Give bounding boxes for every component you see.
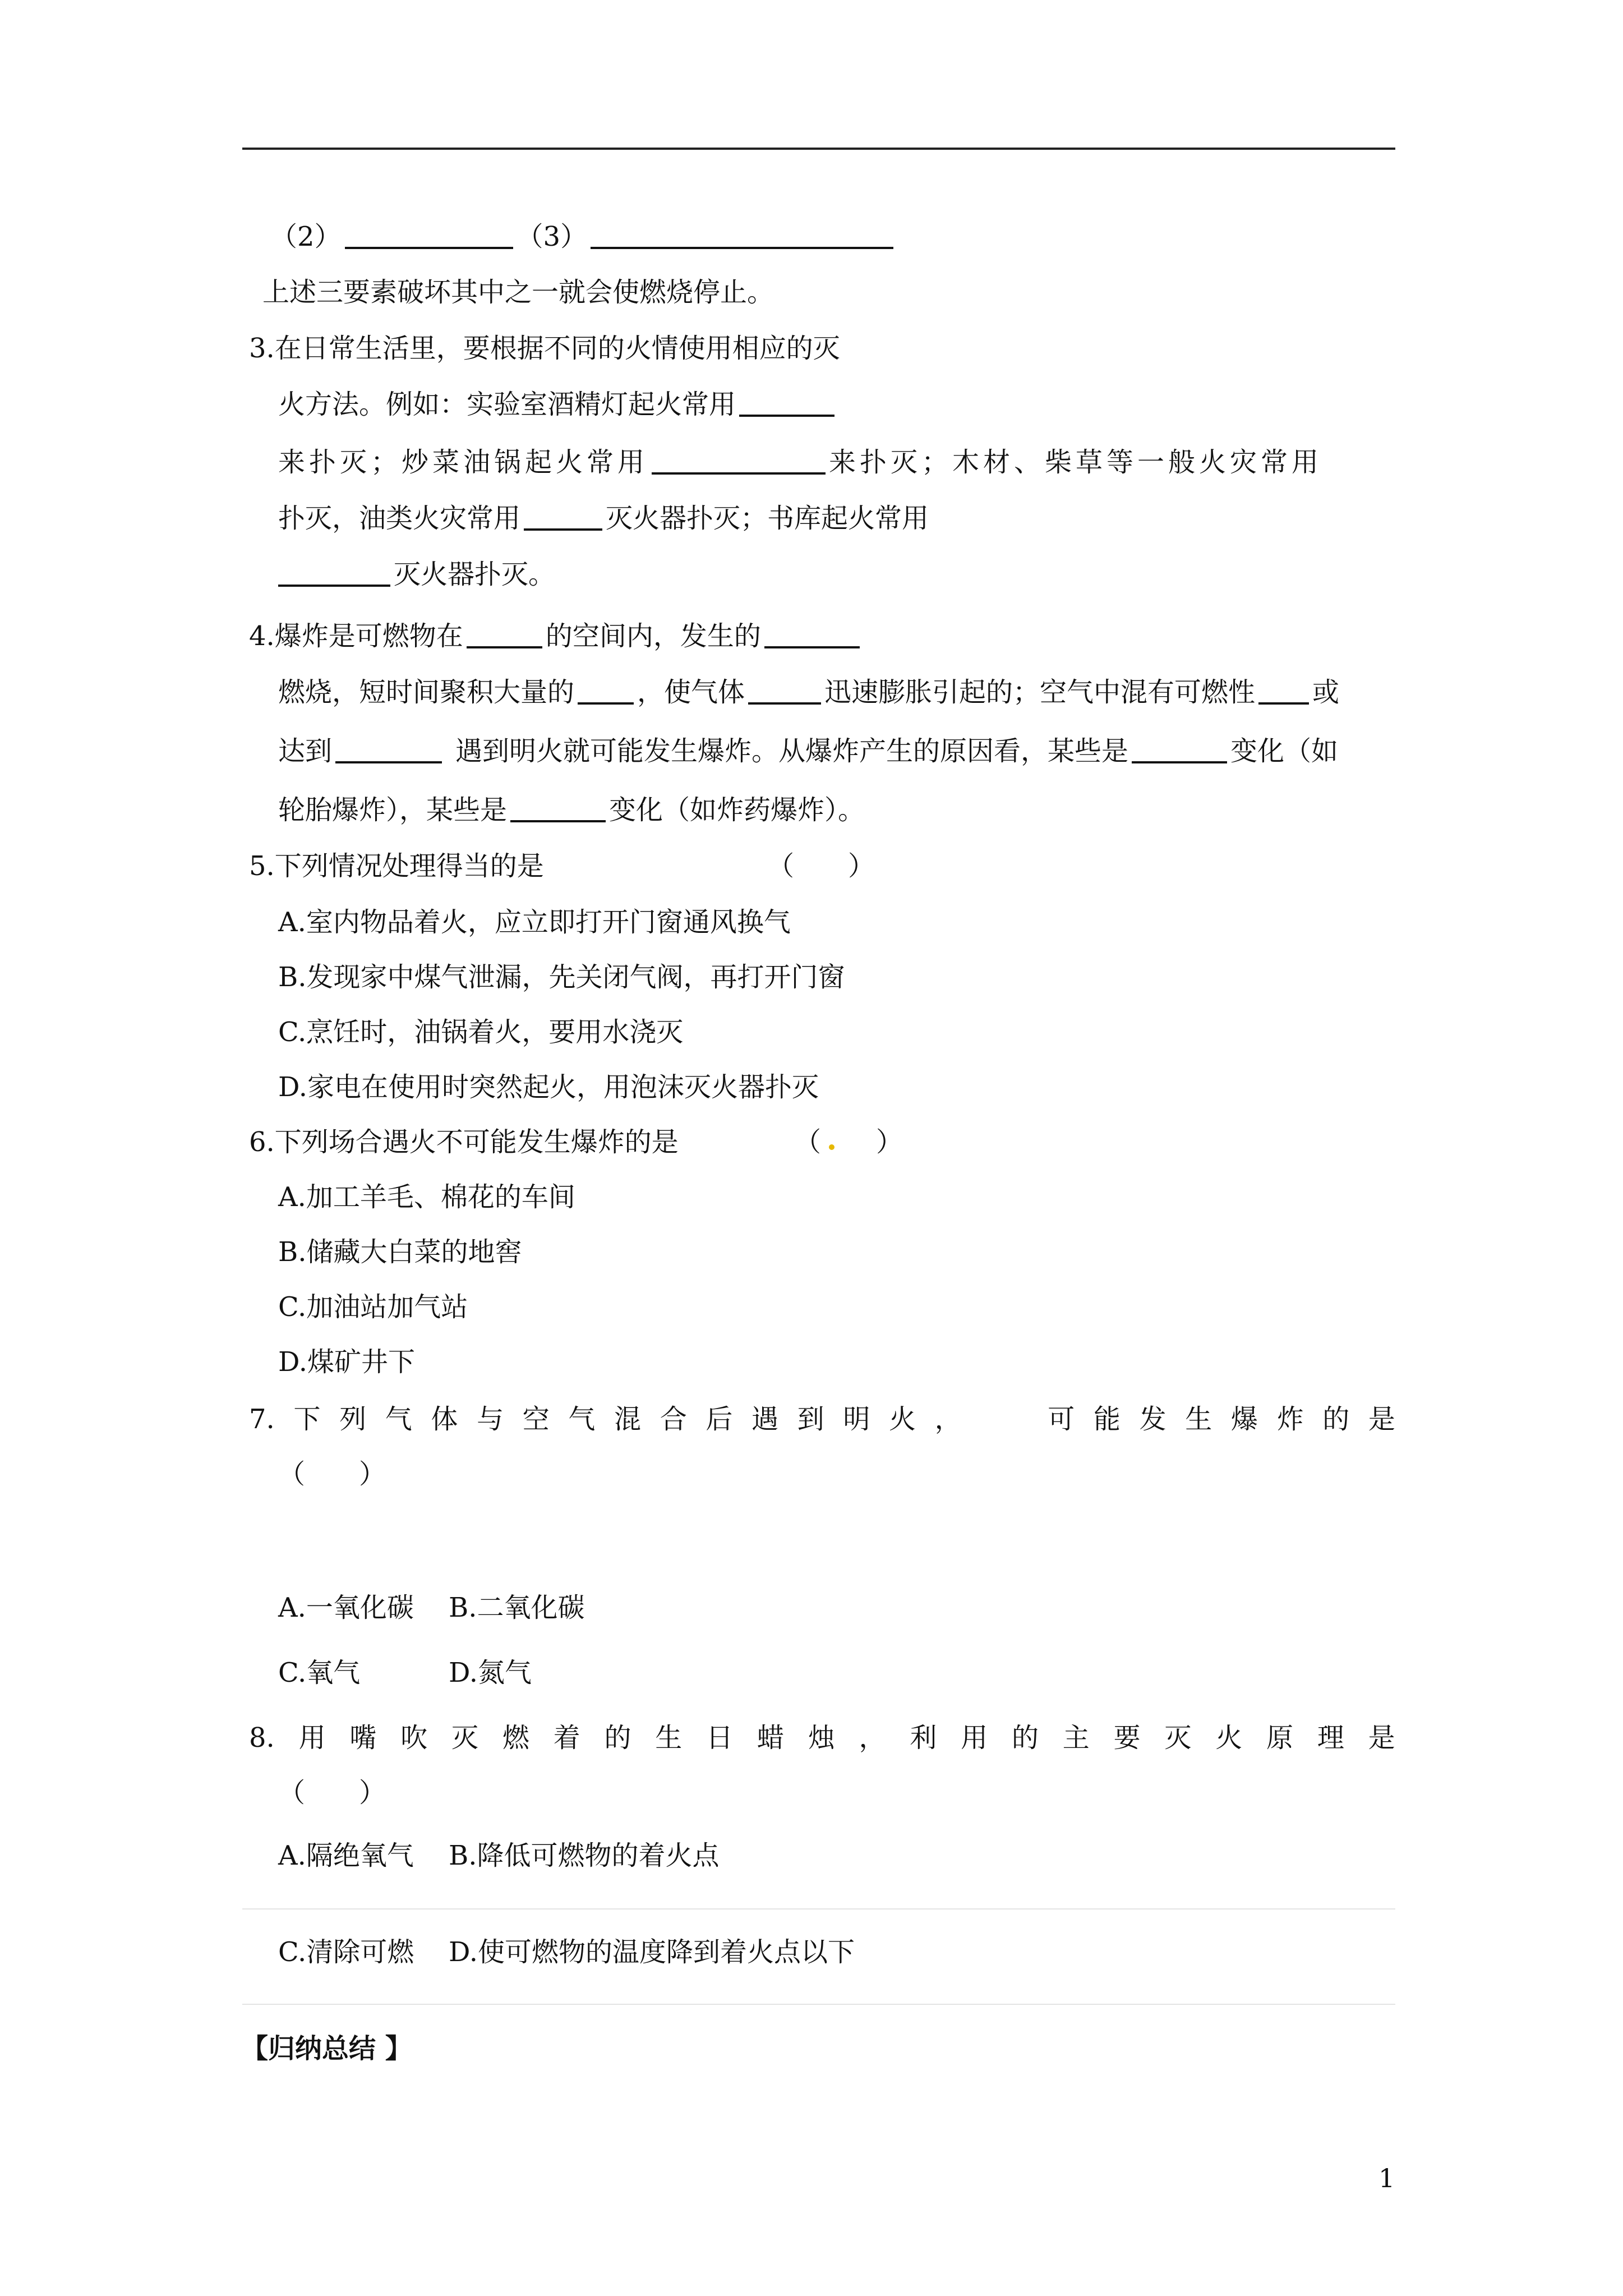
answer-blank[interactable] — [345, 224, 513, 249]
q3-text: 来扑灭；木材、柴草等一般火灾常用 — [829, 447, 1323, 478]
q6-option-d: D.煤矿井下 — [278, 1346, 416, 1378]
q8-answer-paren[interactable]: （ ） — [278, 1777, 386, 1809]
answer-blank[interactable] — [524, 506, 602, 531]
q3-text: 灭火器扑灭；书库起火常用 — [606, 503, 929, 534]
q8-char: 主 — [1062, 1722, 1090, 1754]
q8-char: 利 — [910, 1722, 937, 1754]
q7-option-b: B.二氧化碳 — [449, 1592, 585, 1623]
q4-line2 — [278, 679, 1339, 706]
q7-char: 发 — [1139, 1404, 1166, 1435]
q7-char: 爆 — [1230, 1404, 1258, 1435]
q4-text: 遇到明火就可能发生爆炸。从爆炸产生的原因看，某些是 — [455, 735, 1129, 767]
q7-option-d: D.氮气 — [449, 1657, 532, 1688]
q4-line3 — [278, 735, 1339, 767]
divider — [242, 2004, 1395, 2005]
q4-text: 或 — [1312, 677, 1340, 708]
q6-option-c: C.加油站加气站 — [278, 1291, 468, 1323]
q8-char: 嘴 — [349, 1722, 377, 1754]
q8-char: ， — [859, 1722, 886, 1754]
answer-blank[interactable] — [1132, 739, 1227, 763]
header-rule — [242, 148, 1395, 150]
q3-line1: 3.在日常生活里，要根据不同的火情使用相应的灭 — [249, 333, 840, 364]
q8-char: 灭 — [451, 1722, 479, 1754]
divider — [242, 1908, 1395, 1910]
answer-blank[interactable] — [467, 624, 542, 648]
q5-stem: 5.下列情况处理得当的是 — [249, 850, 544, 882]
q7-char: 与 — [477, 1404, 504, 1435]
q8-char: 原 — [1266, 1722, 1294, 1754]
q8-char: 的 — [604, 1722, 631, 1754]
q4-text: 4.爆炸是可燃物在 — [249, 620, 463, 652]
q7-char: 生 — [1185, 1404, 1212, 1435]
q8-char: 要 — [1113, 1722, 1141, 1754]
blank-2-label: （2） — [270, 221, 342, 252]
q3-text: 灭火器扑灭。 — [394, 559, 556, 590]
q7-char: 合 — [660, 1404, 687, 1435]
q7-answer-paren[interactable]: （ ） — [278, 1458, 386, 1490]
q3-line2 — [278, 391, 838, 418]
q8-char: 的 — [1011, 1722, 1039, 1754]
answer-blank[interactable] — [739, 392, 834, 417]
q8-char: 烛 — [808, 1722, 835, 1754]
q8-stem — [249, 1722, 1395, 1754]
q8-char: 火 — [1215, 1722, 1243, 1754]
q8-char: 用 — [298, 1722, 326, 1754]
q7-char: 7. — [249, 1404, 275, 1435]
q5-answer-paren[interactable]: （ ） — [767, 850, 875, 882]
q7-char: 炸 — [1276, 1404, 1304, 1435]
q7-char: 体 — [431, 1404, 458, 1435]
blank-3-label: （3） — [516, 221, 588, 252]
q4-text: 燃烧，短时间聚积大量的 — [278, 677, 575, 708]
q4-text: 的空间内，发生的 — [545, 620, 761, 652]
summary-heading: 【归纳总结 】 — [241, 2033, 412, 2064]
q8-char: 吹 — [400, 1722, 428, 1754]
q7-char: 明 — [843, 1404, 870, 1435]
answer-blank[interactable] — [335, 739, 442, 763]
q8-option-a: A.隔绝氧气 — [278, 1840, 414, 1871]
q7-char: 可 — [1048, 1404, 1075, 1435]
q8-char: 日 — [706, 1722, 734, 1754]
q7-char: 下 — [293, 1404, 321, 1435]
answer-blank[interactable] — [278, 562, 390, 587]
q4-text: 轮胎爆炸），某些是 — [278, 794, 508, 826]
q3-text: 火方法。例如：实验室酒精灯起火常用 — [278, 389, 736, 420]
q8-char: 是 — [1368, 1722, 1395, 1754]
q7-option-a: A.一氧化碳 — [278, 1592, 414, 1623]
q7-char: 能 — [1093, 1404, 1121, 1435]
q8-char: 灭 — [1164, 1722, 1192, 1754]
answer-blank[interactable] — [652, 450, 826, 475]
q4-text: 达到 — [278, 735, 333, 767]
q5-option-a: A.室内物品着火，应立即打开门窗通风换气 — [278, 907, 791, 938]
q6-stem: 6.下列场合遇火不可能发生爆炸的是 — [249, 1126, 679, 1158]
q6-option-a: A.加工羊毛、棉花的车间 — [278, 1181, 575, 1213]
q6-paren-open[interactable]: （ — [794, 1126, 822, 1158]
blanks-line — [270, 223, 897, 250]
q7-char: 列 — [339, 1404, 367, 1435]
page-number: 1 — [1378, 2163, 1395, 2193]
q7-char: 是 — [1368, 1404, 1395, 1435]
q4-line4 — [278, 794, 865, 826]
q7-char: 到 — [797, 1404, 824, 1435]
q6-option-b: B.储藏大白菜的地窖 — [278, 1236, 522, 1268]
q8-char: 燃 — [502, 1722, 529, 1754]
q7-char: ， — [934, 1404, 962, 1435]
elements-note: 上述三要素破坏其中之一就会使燃烧停止。 — [262, 277, 774, 308]
q4-text: 变化（如炸药爆炸）。 — [609, 794, 865, 826]
q8-char: 理 — [1317, 1722, 1344, 1754]
q7-char: 气 — [385, 1404, 412, 1435]
q4-text: 迅速膨胀引起的；空气中混有可燃性 — [824, 677, 1256, 708]
q8-char: 8. — [249, 1722, 275, 1754]
q7-char: 火 — [888, 1404, 916, 1435]
q7-option-c: C.氧气 — [278, 1657, 361, 1688]
q8-char: 着 — [553, 1722, 580, 1754]
q5-option-c: C.烹饪时，油锅着火，要用水浇灭 — [278, 1016, 684, 1048]
q3-line5 — [278, 561, 555, 588]
q3-text: 来扑灭；炒菜油锅起火常用 — [278, 447, 649, 478]
q4-line1 — [249, 620, 863, 652]
q8-option-d: D.使可燃物的温度降到着火点以下 — [449, 1936, 855, 1968]
q4-text: 变化（如 — [1230, 735, 1339, 767]
q7-char: 空 — [522, 1404, 550, 1435]
yellow-dot-mark — [829, 1144, 834, 1150]
q5-option-d: D.家电在使用时突然起火，用泡沫灭火器扑灭 — [278, 1071, 819, 1103]
q7-char: 气 — [568, 1404, 596, 1435]
answer-blank[interactable] — [748, 680, 821, 705]
q7-char: 后 — [706, 1404, 733, 1435]
q3-text: 扑灭，油类火灾常用 — [278, 503, 521, 534]
q4-text: ，使气体 — [637, 677, 745, 708]
q7-char: 遇 — [751, 1404, 779, 1435]
q8-char: 生 — [655, 1722, 683, 1754]
q5-option-b: B.发现家中煤气泄漏，先关闭气阀，再打开门窗 — [278, 961, 845, 993]
answer-blank[interactable] — [764, 624, 860, 648]
q8-char: 用 — [961, 1722, 988, 1754]
q3-line4 — [278, 505, 929, 532]
q7-stem — [249, 1406, 1395, 1433]
q7-char: 混 — [614, 1404, 642, 1435]
q8-char: 蜡 — [757, 1722, 784, 1754]
q8-option-b: B.降低可燃物的着火点 — [449, 1840, 720, 1871]
q3-line3 — [278, 449, 1322, 476]
q7-char: 的 — [1322, 1404, 1350, 1435]
answer-blank[interactable] — [578, 680, 634, 705]
answer-blank[interactable] — [591, 224, 893, 249]
answer-blank[interactable] — [1258, 680, 1309, 705]
q6-paren-close[interactable]: ） — [876, 1126, 903, 1158]
answer-blank[interactable] — [510, 798, 606, 822]
q8-option-c: C.清除可燃 — [278, 1936, 414, 1968]
